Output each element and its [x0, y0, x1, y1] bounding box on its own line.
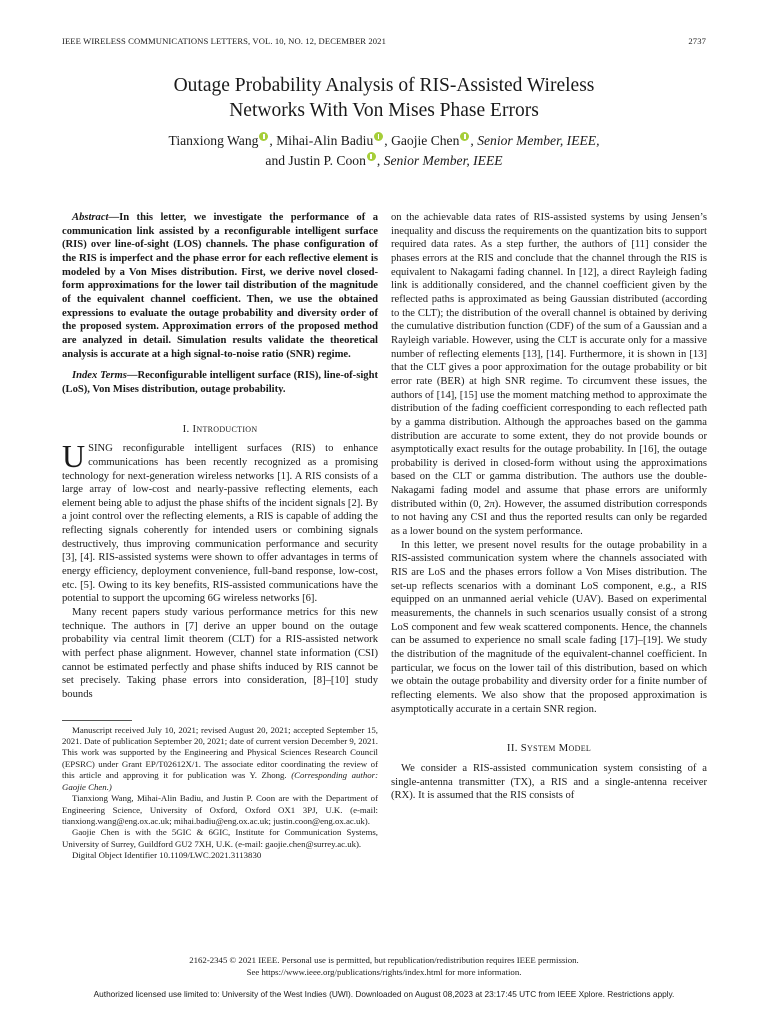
- section-name: System Model: [520, 742, 592, 755]
- footnote-surrey: Gaojie Chen is with the 5GIC & 6GIC, Institute for Communication Systems, University of Surrey, Guildford GU2 7XH, U.K. (e-mail: gaojie.chen@surrey.ac.uk).: [62, 827, 378, 849]
- footnote-divider: [62, 720, 132, 721]
- right-column: [391, 211, 707, 803]
- intro-paragraph-2: Many recent papers study various performance metrics for this new technique. The authors in [7] derive an upper bound on the outage probability via central limit theorem (CLT) for a RIS-assisted network with perfect phase alignment. However, channel state information (CSI) cannot be estimated perfectly and phase shifts induced by RIS cannot be set precisely. Taking phase errors into consideration, [8]–[10] study bounds: [62, 607, 378, 700]
- author-1: Tianxiong Wang: [168, 133, 259, 148]
- orcid-icon[interactable]: [374, 132, 383, 141]
- right-paragraph-1: on the achievable data rates of RIS-assisted systems by using Jensen’s inequality and discuss the requirements on the quantization bits to support required data rates. As a step further, the authors of [11] consider the phases errors at the RIS and conclude that the channel through the RIS is equivalent to Nakagami fading channel. In [12], a direct Rayleigh fading link is additionally considered, and the channel coefficient given by the reflected paths is approximated as being Gaussian distributed (according to the CLT); the distribution of the overall channel is obtained by deriving the cumulative distribution function (CDF) of the sum of a Gaussian and a Rayleigh variable. However, using the CLT is accurate only for a massive number of reflecting elements [13], [14]. Furthermore, it is shown in [13] that the CLT gives a poor approximation for the outage probability or bit error rate (BER) at high SNR regime. To circumvent these issues, the authors of [14], [15] use the moment matching method to approximate the distribution of the fading coefficient corresponding to each reflected path by a gamma distribution. Although the approaches based on the gamma distribution are accurate to some extent, they do not provide bounds or asymptotically exact results for the outage probability. In [16], the outage probability is derived in closed-form without using the approximations based on the CLT or gamma distribution. The authors use the double-Nakagami fading model and assume that phase errors are uniformly distributed within (0, 2π). However, the assumed distribution corresponds to not having any CSI and thus the reported results can only be regarded as a lower bound on the system performance.: [391, 212, 707, 538]
- intro-paragraph-1: [62, 438, 378, 606]
- footnote-manuscript-text: Manuscript received July 10, 2021; revised August 20, 2021; accepted September 15, 2021. Date of publication September 20, 2021; date of current version December 9, 2021. This work was supported by the Engineering and Physical Sciences Research Council (EPSRC) under Grant EP/T02612X/1. The associate editor coordinating the review of this article and approving it for publication was Y. Zhong.: [62, 724, 378, 781]
- author-4-role: Senior Member, IEEE: [383, 153, 503, 168]
- journal-name: IEEE WIRELESS COMMUNICATIONS LETTERS, VOL. 10, NO. 12, DECEMBER 2021: [62, 36, 386, 46]
- drop-cap: U: [62, 438, 86, 475]
- left-column: [62, 211, 378, 862]
- section-numeral: II.: [506, 742, 518, 755]
- abstract-label: Abstract: [72, 212, 109, 223]
- license-footer: Authorized licensed use limited to: University of the West Indies (UWI). Downloaded on August 08,2023 at 23:17:45 UTC from IEEE Xplore. Restrictions apply.: [93, 989, 675, 999]
- paper-title: [60, 73, 708, 123]
- orcid-icon[interactable]: [460, 132, 469, 141]
- lead-word: SING: [88, 443, 113, 455]
- section-numeral: I.: [182, 422, 190, 435]
- title-line-2: Networks With Von Mises Phase Errors: [229, 100, 539, 121]
- copyright-line-1: 2162-2345 © 2021 IEEE. Personal use is permitted, but republication/redistribution requires IEEE permission.: [189, 955, 579, 965]
- footnote-oxford: Tianxiong Wang, Mihai-Alin Badiu, and Justin P. Coon are with the Department of Engineering Science, University of Oxford, Oxford OX1 3PJ, U.K. (e-mail: tianxiong.wang@eng.ox.ac.uk; mihai.badiu@eng.ox.ac.uk; justin.coon@eng.ox.ac.uk).: [62, 793, 378, 826]
- title-line-1: Outage Probability Analysis of RIS-Assisted Wireless: [173, 75, 595, 96]
- running-head: [62, 36, 706, 46]
- intro-paragraph-1-text: reconfigurable intelligent surfaces (RIS) to enhance communications has been recently recognized as a promising technology for next-generation wireless networks [1]. A RIS consists of a large array of low-cost and nearly-passive reflecting elements, each element being able to adjust the phase shifts of the incident signals [2]. By a joint control over the reflecting elements, a RIS is capable of adding the reflecting signals coherently for intended users or combining signals destructively, thus improving communication performance and security [3], [4]. RIS-assisted systems were shown to offer advantages in terms of energy efficiency, deployment convenience, full-band response, low-cost, etc. [5]. Owing to its key benefits, RIS-assisted communications have the potential to support the upcoming 6G wireless networks [6].: [62, 443, 378, 605]
- footnote-manuscript: [62, 725, 378, 793]
- author-list: Tianxiong Wang , Mihai-Alin Badiu , Gaojie Chen , Senior Member, IEEE, and Justin P. Coon , Senior Member, IEEE: [168, 133, 600, 168]
- section-heading-introduction: [62, 423, 378, 437]
- author-3: Gaojie Chen: [391, 133, 460, 148]
- index-terms-label: Index Terms: [72, 370, 127, 382]
- abstract: [62, 211, 378, 361]
- corresponding-author: (Corresponding author: Gaojie Chen.): [62, 770, 379, 792]
- index-terms: [62, 369, 378, 396]
- copyright-line-2: See https://www.ieee.org/publications/rights/index.html for more information.: [246, 966, 522, 977]
- author-2: Mihai-Alin Badiu: [276, 133, 374, 148]
- orcid-icon[interactable]: [259, 132, 268, 141]
- abstract-text: —In this letter, we investigate the performance of a communication link assisted by a reconfigurable intelligent surface (RIS) over line-of-sight (LOS) channels. The phase configuration of the RIS is imperfect and the phase error for each reflective element is modeled by a Von Mises distribution. First, we derive novel closed-form approximations for the lower tail distribution of the magnitude of the equivalent channel coefficient. Then, we use the obtained expressions to evaluate the outage probability and diversity order of the proposed system. Approximation errors of the proposed method are analyzed in detail. Simulation results validate the theoretical analysis is accurate at a high signal-to-noise ratio (SNR) regime.: [62, 212, 378, 360]
- author-4: and Justin P. Coon: [265, 153, 366, 168]
- right-paragraph-2: In this letter, we present novel results for the outage probability in a RIS-assisted communication system where the channels associated with RIS are LoS and the phases errors follow a Von Mises distribution. The set-up reflects scenarios with a dominant LoS component, e.g., a RIS equipped on an unmanned aerial vehicle (UAV). Based on experimental measurements, the channels in such scenarios usually consist of a strong LoS component and few weak scattered components. Hence, the channels can be assumed to experience no small scale fading [17]–[19]. We study the distribution of the magnitude of the equivalent-channel coefficient. In particular, we focus on the lower tail of this distribution, based on which we obtain the outage probability and diversity order for a finite number of reflecting elements. We also show that the proposed approximation is asymptotically accurate in a certain SNR region.: [391, 539, 707, 715]
- right-paragraph-3: We consider a RIS-assisted communication system consisting of a single-antenna transmitter (TX), a RIS and a single-antenna receiver (RX). It is assumed that the RIS consists of: [391, 762, 707, 802]
- index-terms-text: —Reconfigurable intelligent surface (RIS), line-of-sight (LoS), Von Mises distribution, outage probability.: [62, 370, 378, 395]
- footnotes: [62, 725, 378, 862]
- section-name: Introduction: [192, 422, 258, 435]
- footnote-doi: Digital Object Identifier 10.1109/LWC.2021.3113830: [72, 850, 262, 861]
- copyright-notice: [60, 955, 708, 978]
- author-3-role: Senior Member, IEEE,: [477, 133, 600, 148]
- orcid-icon[interactable]: [367, 152, 376, 161]
- page-number: 2737: [688, 36, 706, 46]
- section-heading-system-model: [391, 742, 707, 756]
